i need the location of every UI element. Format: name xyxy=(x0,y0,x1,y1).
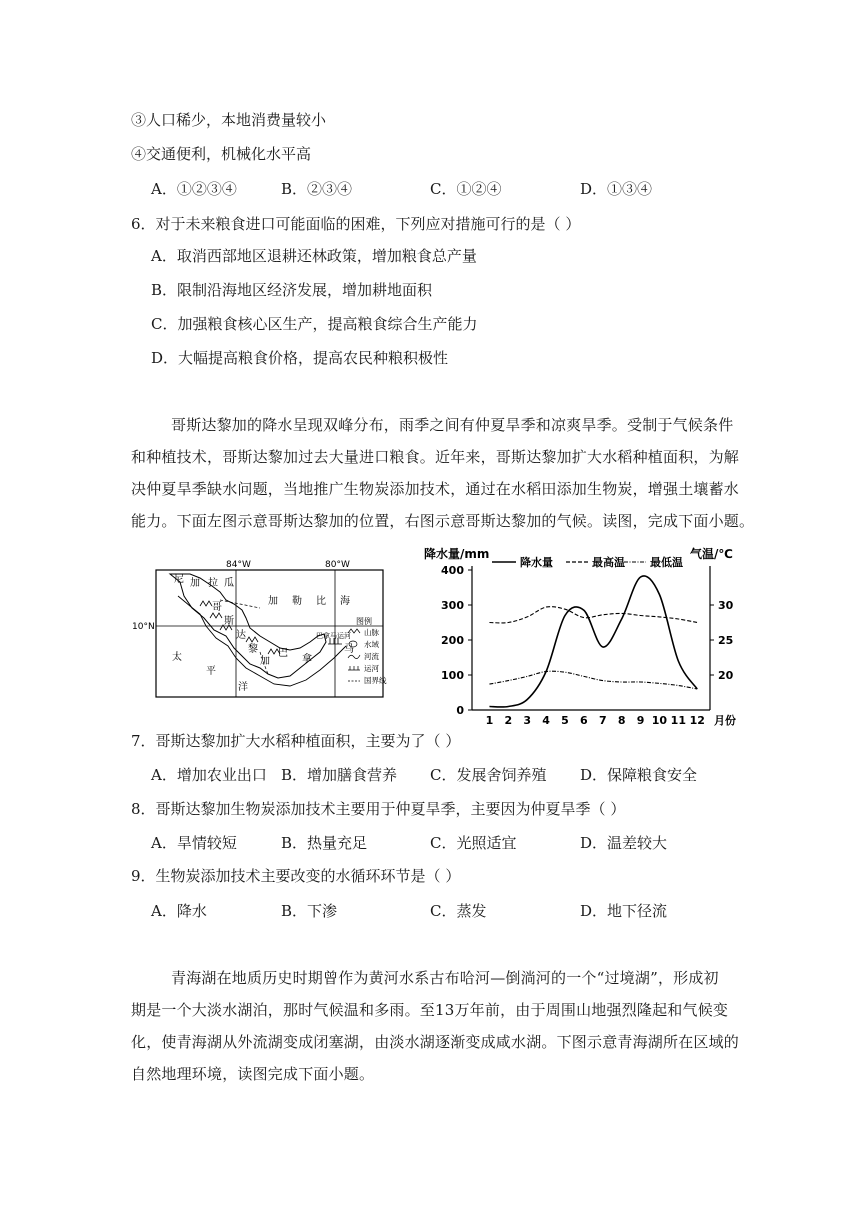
x-tick-label: 10 xyxy=(651,714,668,727)
label-panama-2: 拿 xyxy=(302,654,312,665)
q7-option-b: B．增加膳食营养 xyxy=(281,766,398,784)
label-caribbean-4: 海 xyxy=(340,596,350,607)
y-right-tick-label: 30 xyxy=(718,599,734,612)
passage-line: 能力。下面左图示意哥斯达黎加的位置，右图示意哥斯达黎加的气候。读图，完成下面小题。 xyxy=(131,512,755,530)
x-tick-label: 4 xyxy=(542,714,550,727)
q9-option-a: A．降水 xyxy=(151,902,207,920)
legend-water: 水域 xyxy=(364,640,379,649)
x-tick-label: 3 xyxy=(523,714,532,727)
climate-chart xyxy=(418,544,738,728)
q5-option-a: A．①②③④ xyxy=(151,180,237,198)
label-pacific-3: 洋 xyxy=(238,682,248,693)
x-tick-label: 9 xyxy=(636,714,645,727)
y-right-tick-label: 20 xyxy=(718,669,734,682)
costa-rica-location-map xyxy=(132,556,390,706)
q5-item-3: ③人口稀少，本地消费量较小 xyxy=(131,111,327,129)
q8-option-d: D．温差较大 xyxy=(580,834,668,852)
passage-qinghai-lake xyxy=(131,962,740,1090)
lat-label-10n: 10°N xyxy=(132,622,155,632)
q6-stem: 6．对于未来粮食进口可能面临的困难，下列应对措施可行的是（ ） xyxy=(131,215,581,233)
y-left-tick-label: 300 xyxy=(441,599,464,612)
y-left-tick-label: 100 xyxy=(441,669,464,682)
label-nicaragua-4: 瓜 xyxy=(224,578,234,589)
label-pacific-1: 太 xyxy=(172,652,182,663)
q7-stem: 7．哥斯达黎加扩大水稻种植面积，主要为了（ ） xyxy=(131,732,461,750)
label-panama-canal: 巴拿马运河 xyxy=(316,632,351,640)
q5-option-d: D．①③④ xyxy=(580,180,653,198)
x-tick-label: 12 xyxy=(689,714,705,727)
label-costarica-4: 黎 xyxy=(248,644,258,655)
legend-border: 国界线 xyxy=(364,676,387,685)
q5-option-c: C．①②④ xyxy=(430,180,502,198)
label-caribbean-3: 比 xyxy=(316,596,326,607)
lon-label-80w: 80°W xyxy=(325,560,350,570)
label-costarica-3: 达 xyxy=(236,630,246,641)
label-panama-3: 马 xyxy=(344,644,354,655)
label-costarica-2: 斯 xyxy=(224,616,234,627)
legend-tmin-label: 最低温 xyxy=(650,556,683,569)
label-panama-1: 巴 xyxy=(278,648,288,659)
q5-item-4: ④交通便利，机械化水平高 xyxy=(131,145,312,163)
q5-option-b: B．②③④ xyxy=(281,180,353,198)
passage-line: 和种植技术，哥斯达黎加过去大量进口粮食。近年来，哥斯达黎加扩大水稻种植面积，为解 xyxy=(131,448,740,466)
series-line-min-temp xyxy=(489,671,697,689)
q7-option-c: C．发展舍饲养殖 xyxy=(430,766,547,784)
legend-mountain: 山脉 xyxy=(364,628,379,637)
legend-title: 图例 xyxy=(356,617,372,626)
legend-canal-icon xyxy=(348,666,360,670)
label-caribbean-1: 加 xyxy=(268,596,278,607)
passage-line: 化，使青海湖从外流湖变成闭塞湖，由淡水湖逐渐变成咸水湖。下图示意青海湖所在区域的 xyxy=(131,1033,740,1051)
legend-river: 河流 xyxy=(364,652,379,661)
x-tick-label: 5 xyxy=(561,714,569,727)
q6-option-d: D．大幅提高粮食价格，提高农民种粮积极性 xyxy=(151,349,449,367)
legend-canal: 运河 xyxy=(364,664,379,673)
x-tick-label: 6 xyxy=(580,714,588,727)
q9-option-c: C．蒸发 xyxy=(430,902,487,920)
q9-stem: 9．生物炭添加技术主要改变的水循环环节是（ ） xyxy=(131,867,461,885)
y-right-tick-label: 25 xyxy=(718,634,734,647)
q7-option-a: A．增加农业出口 xyxy=(151,766,267,784)
q6-option-c: C．加强粮食核心区生产，提高粮食综合生产能力 xyxy=(151,315,478,333)
legend-precip-label: 降水量 xyxy=(520,556,553,569)
label-costarica-1: 哥 xyxy=(212,602,222,613)
passage-line: 期是一个大淡水湖泊，那时气候温和多雨。至13万年前，由于周围山地强烈隆起和气候变 xyxy=(131,1001,729,1019)
q9-option-d: D．地下径流 xyxy=(580,902,668,920)
x-tick-label: 7 xyxy=(598,714,607,727)
label-nicaragua-1: 尼 xyxy=(174,574,184,585)
passage-line: 决仲夏旱季缺水问题，当地推广生物炭添加技术，通过在水稻田添加生物炭，增强土壤蓄水 xyxy=(131,480,740,498)
passage-line: 哥斯达黎加的降水呈现双峰分布，雨季之间有仲夏旱季和凉爽旱季。受制于气候条件 xyxy=(171,416,734,434)
y-axis-right-label: 气温/℃ xyxy=(690,547,733,561)
label-nicaragua-3: 拉 xyxy=(208,578,218,589)
q6-option-a: A．取消西部地区退耕还林政策，增加粮食总产量 xyxy=(151,247,477,265)
y-left-tick-label: 0 xyxy=(456,704,464,717)
passage-costa-rica xyxy=(131,409,755,537)
y-axis-left-label: 降水量/mm xyxy=(424,547,490,561)
passage-line: 自然地理环境，读图完成下面小题。 xyxy=(131,1065,375,1083)
lon-label-84w: 84°W xyxy=(226,560,251,570)
label-caribbean-2: 勒 xyxy=(292,596,302,607)
series-line-precipitation xyxy=(489,576,697,707)
q8-option-a: A．旱情较短 xyxy=(151,834,237,852)
q8-option-b: B．热量充足 xyxy=(281,834,368,852)
passage-line: 青海湖在地质历史时期曾作为黄河水系古布哈河—倒淌河的一个“过境湖”，形成初 xyxy=(171,969,719,987)
x-tick-label: 1 xyxy=(485,714,494,727)
x-tick-label: 2 xyxy=(504,714,513,727)
q6-option-b: B．限制沿海地区经济发展，增加耕地面积 xyxy=(151,281,433,299)
x-axis-label: 月份 xyxy=(714,714,736,727)
y-left-tick-label: 200 xyxy=(441,634,464,647)
q8-stem: 8．哥斯达黎加生物炭添加技术主要用于仲夏旱季，主要因为仲夏旱季（ ） xyxy=(131,800,626,818)
x-tick-label: 8 xyxy=(617,714,626,727)
q9-option-b: B．下渗 xyxy=(281,902,338,920)
y-left-tick-label: 400 xyxy=(441,564,464,577)
x-tick-label: 11 xyxy=(670,714,686,727)
q8-option-c: C．光照适宜 xyxy=(430,834,517,852)
legend-tmax-label: 最高温 xyxy=(592,556,625,569)
q7-option-d: D．保障粮食安全 xyxy=(580,766,698,784)
label-costarica-5: 加 xyxy=(260,656,270,667)
label-pacific-2: 平 xyxy=(206,666,216,677)
label-nicaragua-2: 加 xyxy=(190,578,200,589)
